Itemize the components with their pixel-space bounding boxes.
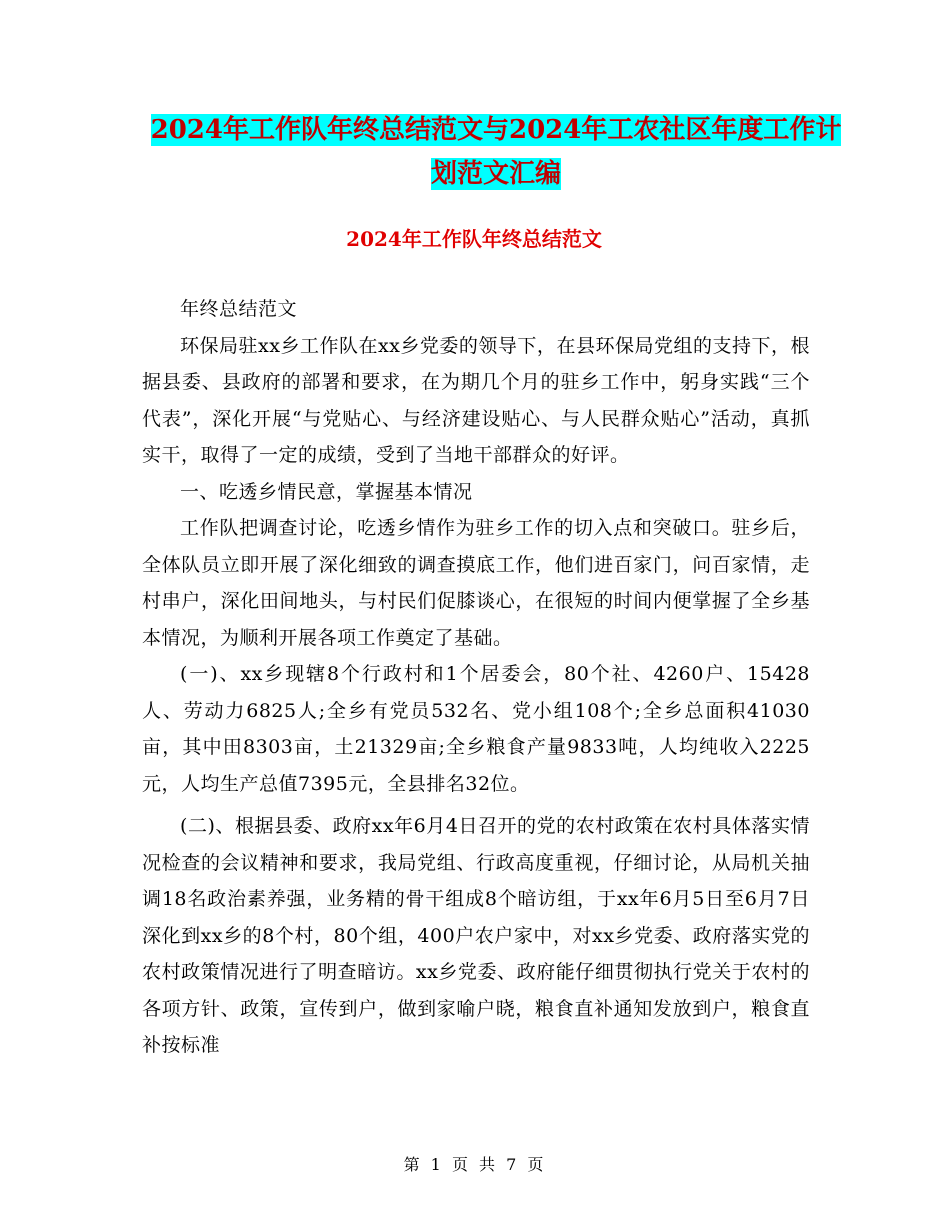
section-title: 2024年工作队年终总结范文	[346, 227, 602, 251]
paragraph: (二)、根据县委、政府xx年6月4日召开的党的农村政策在农村具体落实情况检查的会议精神和要求，我局党组、行政高度重视，仔细讨论，从局机关抽调18名政治素养强，业务精的骨干组成8个暗访组，于xx年6月5日至6月7日深化到xx乡的8个村，80个组，400户农户家中，对xx乡党委、政府落实党的农村政策情况进行了明查暗访。xx乡党委、政府能仔细贯彻执行党关于农村的各项方针、政策，宣传到户，做到家喻户晓，粮食直补通知发放到户，粮食直补按标准	[142, 815, 810, 1056]
paragraph-heading: 一、吃透乡情民意，掌握基本情况	[180, 480, 473, 503]
document-title	[140, 108, 852, 196]
paragraph: 年终总结范文	[180, 298, 298, 320]
paragraph: 工作队把调查讨论，吃透乡情作为驻乡工作的切入点和突破口。驻乡后，全体队员立即开展了深化细致的调查摸底工作，他们进百家门，问百家情，走村串户，深化田间地头，与村民们促膝谈心，在很短的时间内便掌握了全乡基本情况，为顺利开展各项工作奠定了基础。	[142, 517, 810, 649]
document-body	[142, 291, 810, 1064]
document-title-text: 2024年工作队年终总结范文与2024年工农社区年度工作计划范文汇编	[150, 115, 842, 189]
page-number-footer: 第 1 页 共 7 页	[403, 1155, 547, 1174]
paragraph: (一)、xx乡现辖8个行政村和1个居委会，80个社、4260户、15428人、劳动力6825人;全乡有党员532名、党小组108个;全乡总面积41030亩，其中田8303亩，土21329亩;全乡粮食产量9833吨，人均纯收入2225元，人均生产总值7395元，全县排名32位。	[142, 663, 810, 795]
paragraph: 环保局驻xx乡工作队在xx乡党委的领导下，在县环保局党组的支持下，根据县委、县政府的部署和要求，在为期几个月的驻乡工作中，躬身实践“三个代表”，深化开展“与党贴心、与经济建设贴心、与人民群众贴心”活动，真抓实干，取得了一定的成绩，受到了当地干部群众的好评。	[142, 334, 810, 466]
